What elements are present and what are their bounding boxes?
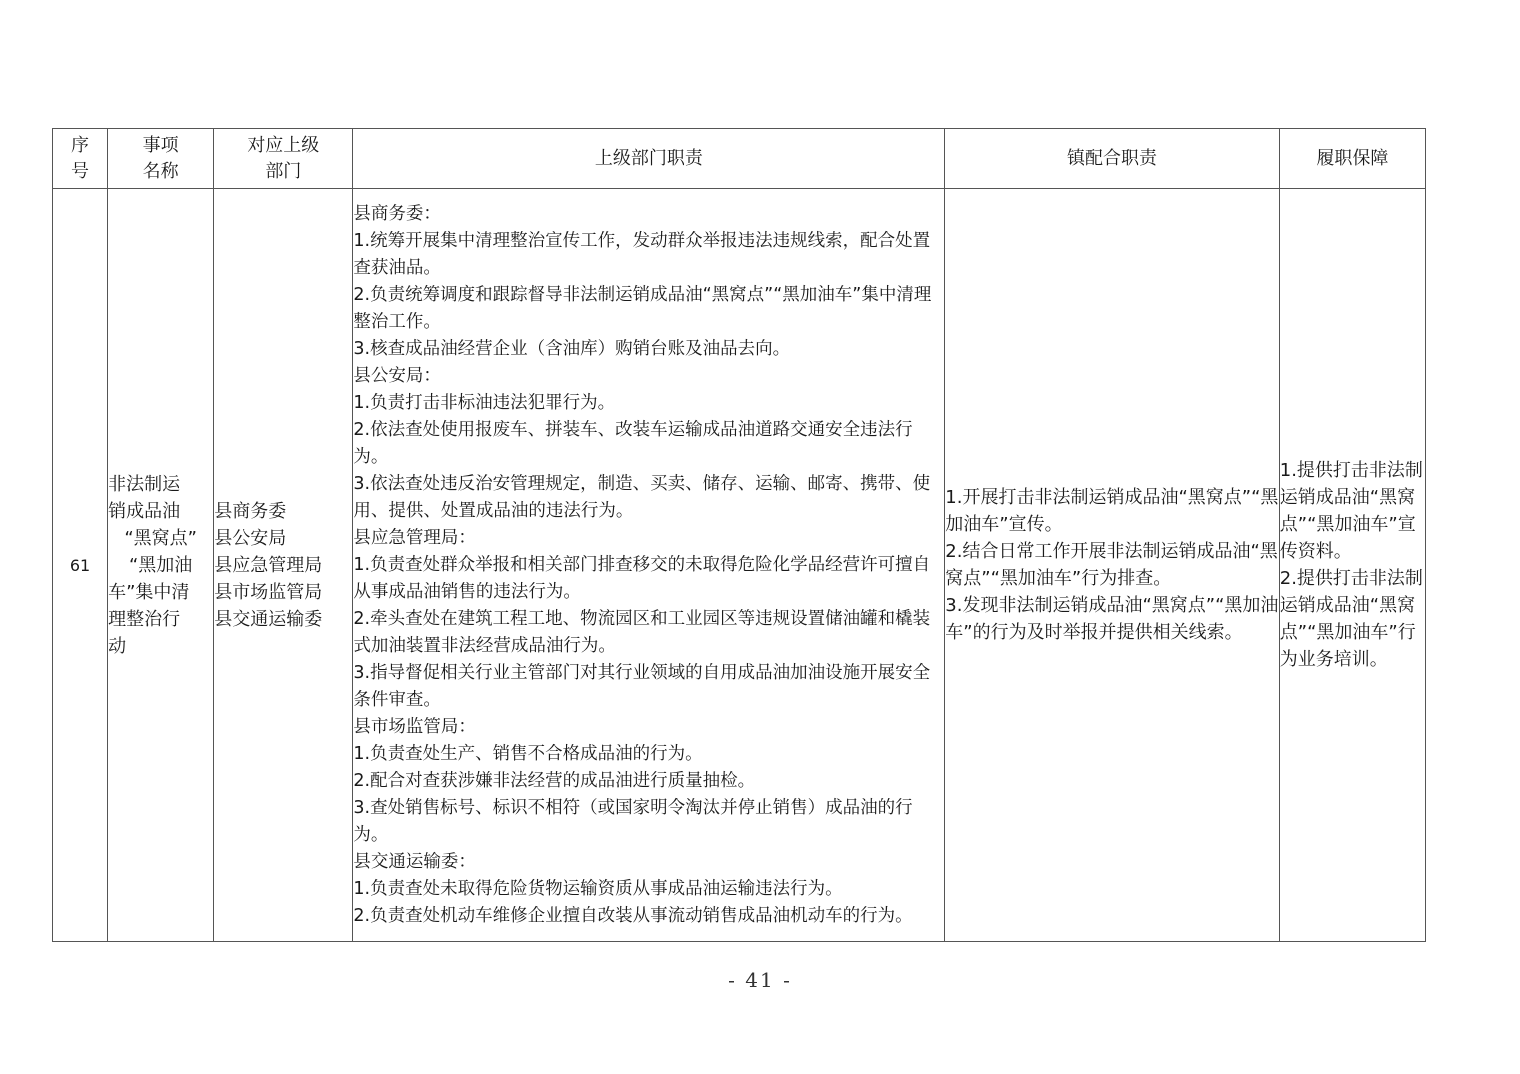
department-item: 县商务委 [214,500,287,522]
item-name-line: “黑窝点” [124,527,197,549]
resp-dept-title: 县市场监管局： [353,716,476,737]
resp-item: 3.依法查处违反治安管理规定，制造、买卖、储存、运输、邮寄、携带、使用、提供、处置成品油的违法行为。 [353,473,931,521]
department-item: 县公安局 [214,527,287,549]
department-item: 县交通运输委 [214,608,323,630]
resp-item: 3.核查成品油经营企业（含油库）购销台账及油品去向。 [353,338,791,359]
town-duty-item: 3.发现非法制运销成品油“黑窝点”“黑加油车”的行为及时举报并提供相关线索。 [945,595,1279,643]
town-duty-item: 2.结合日常工作开展非法制运销成品油“黑窝点”“黑加油车”行为排查。 [945,541,1278,589]
item-name-line: 车”集中清 [108,581,190,603]
resp-item: 2.依法查处使用报废车、拼装车、改装车运输成品油道路交通安全违法行为。 [353,419,913,467]
resp-item: 1.负责查处未取得危险货物运输资质从事成品油运输违法行为。 [353,878,843,899]
resp-item: 1.统筹开展集中清理整治宣传工作，发动群众举报违法违规线索，配合处置查获油品。 [353,230,931,278]
resp-item: 1.负责查处群众举报和相关部门排查移交的未取得危险化学品经营许可擅自从事成品油销售的违法行为。 [353,554,931,602]
resp-item: 3.查处销售标号、标识不相符（或国家明令淘汰并停止销售）成品油的行为。 [353,797,913,845]
resp-item: 1.负责打击非标油违法犯罪行为。 [353,392,616,413]
resp-item: 2.负责统筹调度和跟踪督导非法制运销成品油“黑窝点”“黑加油车”集中清理整治工作。 [353,284,932,332]
guarantee-item: 1.提供打击非法制运销成品油“黑窝点”“黑加油车”宣传资料。 [1279,460,1423,562]
item-name-line: 理整治行 [108,608,181,630]
page-number: - 41 - [728,968,792,992]
resp-item: 1.负责查处生产、销售不合格成品油的行为。 [353,743,703,764]
resp-item: 3.指导督促相关行业主管部门对其行业领域的自用成品油加油设施开展安全条件审查。 [353,662,931,710]
header-name: 事项 名称 [108,129,214,189]
table-row [53,189,1426,942]
responsibility-table [52,128,1426,942]
header-town: 镇配合职责 [945,129,1279,189]
resp-dept-title: 县公安局： [353,365,441,386]
header-no: 序 号 [53,129,108,189]
item-name-line: “黑加油 [128,554,193,576]
responsibility-cell [353,189,945,942]
department-item: 县应急管理局 [214,554,323,576]
resp-dept-title: 县应急管理局： [353,527,476,548]
header-responsibility: 上级部门职责 [353,129,945,189]
resp-dept-title: 县商务委： [353,203,441,224]
resp-item: 2.牵头查处在建筑工程工地、物流园区和工业园区等违规设置储油罐和橇装式加油装置非法经营成品油行为。 [353,608,931,656]
department-cell [214,189,353,942]
item-name-cell [108,189,214,942]
item-name-line: 销成品油 [108,500,181,522]
town-duty-cell [945,189,1279,942]
header-dept: 对应上级 部门 [214,129,353,189]
item-name-line: 非法制运 [108,473,181,495]
row-number: 61 [53,189,108,942]
department-item: 县市场监管局 [214,581,323,603]
town-duty-item: 1.开展打击非法制运销成品油“黑窝点”“黑加油车”宣传。 [945,487,1279,535]
resp-item: 2.负责查处机动车维修企业擅自改装从事流动销售成品油机动车的行为。 [353,905,913,926]
header-guarantee: 履职保障 [1279,129,1425,189]
table-header-row [53,129,1426,189]
resp-item: 2.配合对查获涉嫌非法经营的成品油进行质量抽检。 [353,770,756,791]
guarantee-item: 2.提供打击非法制运销成品油“黑窝点”“黑加油车”行为业务培训。 [1279,568,1423,670]
resp-dept-title: 县交通运输委： [353,851,476,872]
item-name-line: 动 [108,635,127,657]
guarantee-cell [1279,189,1425,942]
